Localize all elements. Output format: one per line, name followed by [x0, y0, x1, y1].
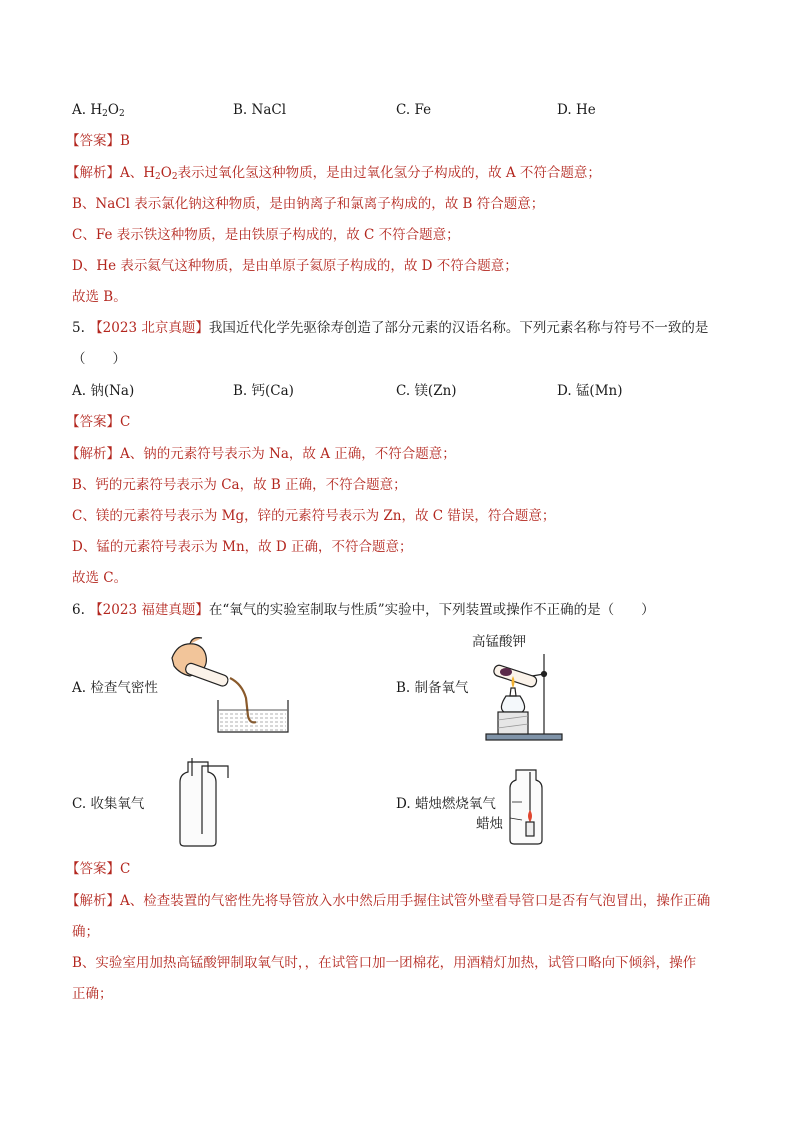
oxygen-preparation-figure [484, 650, 564, 742]
candle-label: 蜡烛 [476, 816, 503, 832]
q6-answer: 【答案】C [66, 861, 131, 877]
q5-stem: 5. 【2023 北京真题】我国近代化学先驱徐寿创造了部分元素的汉语名称。下列元素名称与符号不一致的是 [72, 320, 709, 336]
q5-paren: （ ） [72, 351, 126, 367]
q5-conclusion: 故选 C。 [72, 570, 128, 586]
q4-analysis-d: D、He 表示氦气这种物质，是由单原子氦原子构成的，故 D 不符合题意； [72, 258, 518, 274]
q5-analysis-c: C、镁的元素符号表示为 Mg，锌的元素符号表示为 Zn，故 C 错误，符合题意； [72, 508, 556, 524]
gas-collection-bottle-figure [172, 756, 232, 848]
q6-analysis-a: 【解析】A、检查装置的气密性先将导管放入水中然后用手握住试管外壁看导管口是否有气泡冒出，操作正确 [66, 893, 711, 909]
q6-option-d: D. 蜡烛燃烧氧气 [396, 796, 496, 812]
q4-conclusion: 故选 B。 [72, 289, 127, 305]
q6-analysis-a-cont: 确； [72, 924, 99, 940]
q4-analysis-a: 【解析】A、$H_2O_2$表示过氧化氢这种物质，是由过氧化氢分子构成的，故 A 不符合题意； [66, 165, 601, 182]
q6-option-b: B. 制备氧气 [396, 680, 469, 696]
q4-analysis-b: B、NaCl 表示氯化钠这种物质，是由钠离子和氯离子构成的，故 B 符合题意； [72, 196, 545, 212]
kmno4-label: 高锰酸钾 [472, 634, 526, 650]
q5-answer: 【答案】C [66, 414, 131, 430]
q4-answer: 【答案】B [66, 133, 130, 149]
q6-analysis-b-cont: 正确； [72, 986, 113, 1002]
q5-analysis-a: 【解析】A、钠的元素符号表示为 Na，故 A 正确，不符合题意； [66, 446, 456, 462]
q6-analysis-b: B、实验室用加热高锰酸钾制取氧气时，，在试管口加一团棉花，用酒精灯加热，试管口略向下倾斜，操作 [72, 955, 697, 971]
q6-option-c: C. 收集氧气 [72, 796, 145, 812]
candle-burning-figure [502, 768, 552, 846]
q5-option-d: D. 锰(Mn) [557, 383, 623, 399]
q4-option-b: B. NaCl [233, 102, 287, 118]
q5-option-a: A. 钠(Na) [72, 383, 135, 399]
q4-option-d: D. He [557, 102, 596, 118]
q4-option-a: A. $H_2O_2$ [72, 102, 125, 119]
q4-analysis-c: C、Fe 表示铁这种物质，是由铁原子构成的，故 C 不符合题意； [72, 227, 460, 243]
q6-stem: 6. 【2023 福建真题】在“氧气的实验室制取与性质”实验中，下列装置或操作不正确的是（ ） [72, 602, 655, 618]
q5-analysis-b: B、钙的元素符号表示为 Ca，故 B 正确，不符合题意； [72, 477, 407, 493]
q6-option-a: A. 检查气密性 [72, 680, 158, 696]
q5-option-c: C. 镁(Zn) [396, 383, 457, 399]
airtightness-check-figure [160, 636, 290, 736]
q5-analysis-d: D、锰的元素符号表示为 Mn，故 D 正确，不符合题意； [72, 539, 413, 555]
q4-option-c: C. Fe [396, 102, 432, 118]
q5-option-b: B. 钙(Ca) [233, 383, 294, 399]
